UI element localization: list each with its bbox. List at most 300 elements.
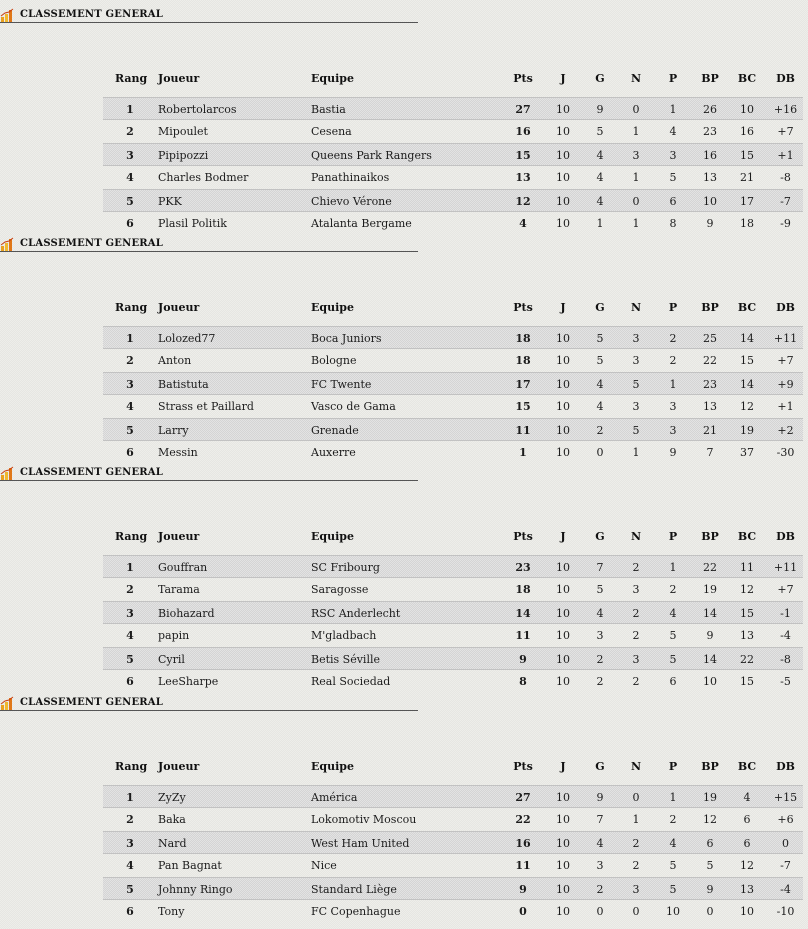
cell-n: 2: [632, 561, 640, 574]
cell-bp: 22: [703, 561, 717, 574]
cell-pts: 9: [519, 883, 527, 896]
col-header-g: G: [595, 301, 605, 314]
cell-j: 10: [556, 859, 570, 872]
bar-chart-icon: [0, 237, 14, 251]
cell-equipe: Bologne: [311, 354, 357, 367]
cell-j: 10: [556, 424, 570, 437]
cell-db: -8: [780, 653, 791, 666]
cell-pts: 23: [515, 561, 531, 574]
cell-bp: 13: [703, 400, 717, 413]
col-header-pts: Pts: [513, 760, 533, 773]
cell-p: 6: [669, 195, 677, 208]
cell-equipe: Standard Liège: [311, 883, 397, 896]
cell-bp: 25: [703, 332, 717, 345]
cell-equipe: M'gladbach: [311, 629, 377, 642]
cell-p: 4: [669, 607, 677, 620]
cell-pts: 11: [515, 629, 531, 642]
cell-j: 10: [556, 217, 570, 230]
cell-bp: 9: [706, 883, 714, 896]
cell-bc: 15: [740, 149, 754, 162]
cell-bp: 0: [706, 905, 714, 918]
cell-j: 10: [556, 149, 570, 162]
cell-n: 5: [632, 378, 640, 391]
cell-rang: 2: [126, 583, 134, 596]
cell-joueur: Gouffran: [158, 561, 208, 574]
cell-p: 2: [669, 332, 677, 345]
col-header-p: P: [668, 530, 678, 543]
cell-pts: 11: [515, 424, 531, 437]
cell-bp: 7: [706, 446, 714, 459]
cell-joueur: Anton: [158, 354, 192, 367]
cell-n: 1: [632, 813, 640, 826]
col-header-equipe: Equipe: [311, 530, 354, 543]
cell-bc: 12: [740, 583, 754, 596]
cell-equipe: FC Copenhague: [311, 905, 401, 918]
cell-p: 1: [669, 378, 677, 391]
cell-pts: 27: [515, 103, 531, 116]
cell-bp: 26: [703, 103, 717, 116]
cell-db: +9: [777, 378, 794, 391]
col-header-g: G: [595, 530, 605, 543]
cell-joueur: Tarama: [158, 583, 200, 596]
cell-p: 10: [666, 905, 680, 918]
cell-pts: 22: [515, 813, 531, 826]
col-header-pts: Pts: [513, 72, 533, 85]
cell-equipe: Saragosse: [311, 583, 369, 596]
cell-n: 1: [632, 446, 640, 459]
cell-j: 10: [556, 400, 570, 413]
cell-bp: 22: [703, 354, 717, 367]
col-header-db: DB: [776, 530, 795, 543]
cell-pts: 16: [515, 837, 531, 850]
cell-bp: 19: [703, 791, 717, 804]
col-header-joueur: Joueur: [158, 530, 200, 543]
cell-g: 4: [596, 837, 604, 850]
cell-p: 8: [669, 217, 677, 230]
cell-j: 10: [556, 446, 570, 459]
cell-bp: 14: [703, 653, 717, 666]
section-header: [0, 237, 418, 252]
cell-j: 10: [556, 583, 570, 596]
cell-rang: 5: [126, 424, 134, 437]
cell-j: 10: [556, 354, 570, 367]
cell-bc: 14: [740, 378, 754, 391]
cell-bp: 10: [703, 675, 717, 688]
cell-pts: 1: [519, 446, 527, 459]
col-header-rang: Rang: [115, 530, 148, 543]
cell-rang: 2: [126, 125, 134, 138]
cell-pts: 11: [515, 859, 531, 872]
col-header-g: G: [595, 72, 605, 85]
cell-equipe: Chievo Vérone: [311, 195, 392, 208]
bar-chart-icon: [0, 696, 14, 710]
cell-j: 10: [556, 813, 570, 826]
cell-db: 0: [782, 837, 789, 850]
cell-bc: 10: [740, 103, 754, 116]
cell-g: 5: [596, 125, 604, 138]
table-row: [103, 97, 803, 120]
cell-n: 3: [632, 653, 640, 666]
section-title: CLASSEMENT GENERAL: [20, 697, 163, 708]
cell-g: 9: [596, 103, 604, 116]
cell-rang: 5: [126, 883, 134, 896]
cell-n: 1: [632, 217, 640, 230]
cell-joueur: Nard: [158, 837, 187, 850]
bar-chart-icon: [0, 466, 14, 480]
col-header-joueur: Joueur: [158, 72, 200, 85]
table-header: [103, 515, 803, 555]
cell-pts: 18: [515, 354, 531, 367]
cell-joueur: Strass et Paillard: [158, 400, 254, 413]
col-header-bc: BC: [737, 760, 757, 773]
cell-db: +1: [777, 149, 794, 162]
cell-bc: 17: [740, 195, 754, 208]
cell-bc: 6: [743, 813, 751, 826]
cell-rang: 3: [126, 837, 134, 850]
cell-rang: 6: [126, 446, 134, 459]
cell-equipe: Lokomotiv Moscou: [311, 813, 417, 826]
cell-pts: 9: [519, 653, 527, 666]
cell-db: -4: [780, 883, 791, 896]
col-header-equipe: Equipe: [311, 72, 354, 85]
cell-db: -4: [780, 629, 791, 642]
cell-rang: 1: [126, 332, 134, 345]
cell-pts: 27: [515, 791, 531, 804]
col-header-bp: BP: [701, 760, 719, 773]
cell-bp: 16: [703, 149, 717, 162]
cell-rang: 4: [126, 859, 134, 872]
cell-db: +15: [773, 791, 798, 804]
cell-g: 4: [596, 149, 604, 162]
col-header-n: N: [630, 301, 642, 314]
cell-p: 5: [669, 653, 677, 666]
table-row: [103, 418, 803, 441]
col-header-p: P: [668, 760, 678, 773]
cell-joueur: Batistuta: [158, 378, 209, 391]
cell-g: 4: [596, 195, 604, 208]
cell-g: 5: [596, 354, 604, 367]
section-header: [0, 466, 418, 481]
cell-j: 10: [556, 607, 570, 620]
col-header-rang: Rang: [115, 760, 148, 773]
table-row: [103, 624, 803, 647]
cell-n: 3: [632, 354, 640, 367]
cell-equipe: FC Twente: [311, 378, 372, 391]
cell-bc: 15: [740, 675, 754, 688]
standings-table: [103, 286, 803, 464]
cell-db: -1: [780, 607, 791, 620]
cell-pts: 0: [519, 905, 527, 918]
cell-equipe: Nice: [311, 859, 337, 872]
cell-j: 10: [556, 837, 570, 850]
cell-rang: 4: [126, 629, 134, 642]
col-header-joueur: Joueur: [158, 760, 200, 773]
table-row: [103, 395, 803, 418]
cell-n: 2: [632, 607, 640, 620]
table-row: [103, 143, 803, 166]
standings-table: [103, 745, 803, 923]
cell-g: 7: [596, 561, 604, 574]
cell-bc: 10: [740, 905, 754, 918]
cell-bc: 4: [743, 791, 751, 804]
cell-bp: 23: [703, 378, 717, 391]
cell-rang: 2: [126, 354, 134, 367]
cell-rang: 3: [126, 607, 134, 620]
cell-joueur: Charles Bodmer: [158, 171, 249, 184]
cell-pts: 18: [515, 332, 531, 345]
cell-bp: 21: [703, 424, 717, 437]
col-header-n: N: [630, 760, 642, 773]
cell-n: 0: [632, 791, 640, 804]
table-row: [103, 555, 803, 578]
col-header-bp: BP: [701, 530, 719, 543]
cell-p: 3: [669, 400, 677, 413]
cell-joueur: Johnny Ringo: [158, 883, 233, 896]
cell-bc: 16: [740, 125, 754, 138]
standings-table: [103, 57, 803, 235]
cell-bc: 13: [740, 629, 754, 642]
cell-bc: 6: [743, 837, 751, 850]
cell-db: +2: [777, 424, 794, 437]
cell-j: 10: [556, 791, 570, 804]
table-row: [103, 900, 803, 923]
col-header-g: G: [595, 760, 605, 773]
table-header: [103, 57, 803, 97]
cell-n: 3: [632, 883, 640, 896]
cell-joueur: ZyZy: [158, 791, 186, 804]
cell-equipe: RSC Anderlecht: [311, 607, 401, 620]
table-row: [103, 854, 803, 877]
cell-db: -7: [780, 859, 791, 872]
cell-joueur: papin: [158, 629, 190, 642]
cell-db: +16: [773, 103, 798, 116]
cell-g: 9: [596, 791, 604, 804]
cell-n: 3: [632, 583, 640, 596]
cell-n: 1: [632, 125, 640, 138]
cell-db: -9: [780, 217, 791, 230]
cell-g: 2: [596, 653, 604, 666]
section-title: CLASSEMENT GENERAL: [20, 238, 163, 249]
cell-bc: 13: [740, 883, 754, 896]
cell-pts: 8: [519, 675, 527, 688]
table-body: [103, 97, 803, 235]
col-header-pts: Pts: [513, 301, 533, 314]
cell-g: 4: [596, 171, 604, 184]
cell-rang: 6: [126, 905, 134, 918]
cell-p: 3: [669, 149, 677, 162]
cell-n: 1: [632, 171, 640, 184]
cell-bp: 19: [703, 583, 717, 596]
col-header-p: P: [668, 301, 678, 314]
cell-bc: 12: [740, 400, 754, 413]
cell-equipe: SC Fribourg: [311, 561, 380, 574]
cell-g: 7: [596, 813, 604, 826]
cell-pts: 12: [515, 195, 531, 208]
cell-rang: 5: [126, 653, 134, 666]
cell-pts: 4: [519, 217, 527, 230]
standings-section: [0, 229, 808, 458]
cell-p: 9: [669, 446, 677, 459]
cell-equipe: Vasco de Gama: [311, 400, 396, 413]
cell-joueur: Plasil Politik: [158, 217, 227, 230]
cell-p: 5: [669, 629, 677, 642]
cell-pts: 14: [515, 607, 531, 620]
cell-rang: 4: [126, 171, 134, 184]
table-row: [103, 785, 803, 808]
cell-n: 3: [632, 332, 640, 345]
cell-g: 0: [596, 446, 604, 459]
cell-db: -10: [776, 905, 795, 918]
cell-bp: 5: [706, 859, 714, 872]
cell-pts: 18: [515, 583, 531, 596]
col-header-j: J: [560, 72, 566, 85]
cell-bp: 6: [706, 837, 714, 850]
cell-n: 0: [632, 103, 640, 116]
col-header-rang: Rang: [115, 72, 148, 85]
cell-j: 10: [556, 675, 570, 688]
cell-bc: 18: [740, 217, 754, 230]
col-header-j: J: [560, 760, 566, 773]
cell-db: -5: [780, 675, 791, 688]
cell-equipe: Panathinaikos: [311, 171, 390, 184]
cell-j: 10: [556, 103, 570, 116]
cell-bc: 15: [740, 354, 754, 367]
cell-n: 3: [632, 149, 640, 162]
cell-bc: 15: [740, 607, 754, 620]
table-row: [103, 647, 803, 670]
section-title: CLASSEMENT GENERAL: [20, 9, 163, 20]
table-body: [103, 555, 803, 693]
cell-bc: 37: [740, 446, 754, 459]
cell-g: 0: [596, 905, 604, 918]
cell-equipe: Bastia: [311, 103, 346, 116]
cell-rang: 6: [126, 675, 134, 688]
cell-joueur: Pipipozzi: [158, 149, 209, 162]
cell-joueur: PKK: [158, 195, 182, 208]
cell-db: -30: [776, 446, 795, 459]
cell-p: 5: [669, 859, 677, 872]
table-row: [103, 166, 803, 189]
cell-db: +11: [773, 332, 798, 345]
cell-j: 10: [556, 125, 570, 138]
col-header-p: P: [668, 72, 678, 85]
cell-n: 2: [632, 859, 640, 872]
cell-g: 1: [596, 217, 604, 230]
cell-p: 6: [669, 675, 677, 688]
cell-g: 2: [596, 675, 604, 688]
col-header-db: DB: [776, 72, 795, 85]
cell-joueur: Pan Bagnat: [158, 859, 222, 872]
cell-n: 2: [632, 837, 640, 850]
cell-n: 2: [632, 629, 640, 642]
cell-bc: 12: [740, 859, 754, 872]
cell-n: 0: [632, 905, 640, 918]
cell-n: 3: [632, 400, 640, 413]
cell-db: +7: [777, 354, 794, 367]
col-header-joueur: Joueur: [158, 301, 200, 314]
table-header: [103, 286, 803, 326]
cell-db: +11: [773, 561, 798, 574]
table-row: [103, 831, 803, 854]
col-header-bc: BC: [737, 72, 757, 85]
cell-db: +7: [777, 583, 794, 596]
cell-bp: 12: [703, 813, 717, 826]
section-header: [0, 696, 418, 711]
cell-n: 2: [632, 675, 640, 688]
cell-joueur: Baka: [158, 813, 186, 826]
cell-joueur: Messin: [158, 446, 198, 459]
cell-rang: 5: [126, 195, 134, 208]
cell-j: 10: [556, 629, 570, 642]
cell-rang: 6: [126, 217, 134, 230]
cell-db: -7: [780, 195, 791, 208]
cell-equipe: Cesena: [311, 125, 352, 138]
cell-p: 3: [669, 424, 677, 437]
col-header-db: DB: [776, 301, 795, 314]
col-header-n: N: [630, 72, 642, 85]
cell-j: 10: [556, 378, 570, 391]
cell-p: 1: [669, 103, 677, 116]
cell-equipe: Atalanta Bergame: [311, 217, 412, 230]
cell-g: 2: [596, 424, 604, 437]
col-header-n: N: [630, 530, 642, 543]
bar-chart-icon: [0, 8, 14, 22]
standings-section: [0, 688, 808, 917]
section-title: CLASSEMENT GENERAL: [20, 467, 163, 478]
cell-joueur: Robertolarcos: [158, 103, 237, 116]
cell-j: 10: [556, 561, 570, 574]
col-header-j: J: [560, 301, 566, 314]
cell-j: 10: [556, 195, 570, 208]
cell-j: 10: [556, 171, 570, 184]
section-header: [0, 8, 418, 23]
cell-bp: 13: [703, 171, 717, 184]
cell-equipe: Grenade: [311, 424, 359, 437]
cell-j: 10: [556, 905, 570, 918]
cell-pts: 15: [515, 400, 531, 413]
cell-j: 10: [556, 883, 570, 896]
cell-rang: 3: [126, 378, 134, 391]
cell-bc: 11: [740, 561, 754, 574]
cell-pts: 13: [515, 171, 531, 184]
cell-rang: 4: [126, 400, 134, 413]
table-row: [103, 578, 803, 601]
cell-equipe: Real Sociedad: [311, 675, 391, 688]
cell-g: 2: [596, 883, 604, 896]
standings-section: [0, 458, 808, 687]
cell-p: 2: [669, 354, 677, 367]
col-header-j: J: [560, 530, 566, 543]
cell-rang: 1: [126, 791, 134, 804]
cell-db: -8: [780, 171, 791, 184]
col-header-bc: BC: [737, 530, 757, 543]
cell-n: 0: [632, 195, 640, 208]
table-body: [103, 326, 803, 464]
table-row: [103, 877, 803, 900]
table-body: [103, 785, 803, 923]
cell-joueur: Tony: [158, 905, 185, 918]
cell-joueur: Mipoulet: [158, 125, 208, 138]
cell-p: 1: [669, 561, 677, 574]
cell-joueur: LeeSharpe: [158, 675, 219, 688]
cell-g: 4: [596, 400, 604, 413]
cell-n: 5: [632, 424, 640, 437]
cell-p: 4: [669, 837, 677, 850]
table-row: [103, 372, 803, 395]
cell-bp: 14: [703, 607, 717, 620]
col-header-bp: BP: [701, 301, 719, 314]
cell-bp: 23: [703, 125, 717, 138]
